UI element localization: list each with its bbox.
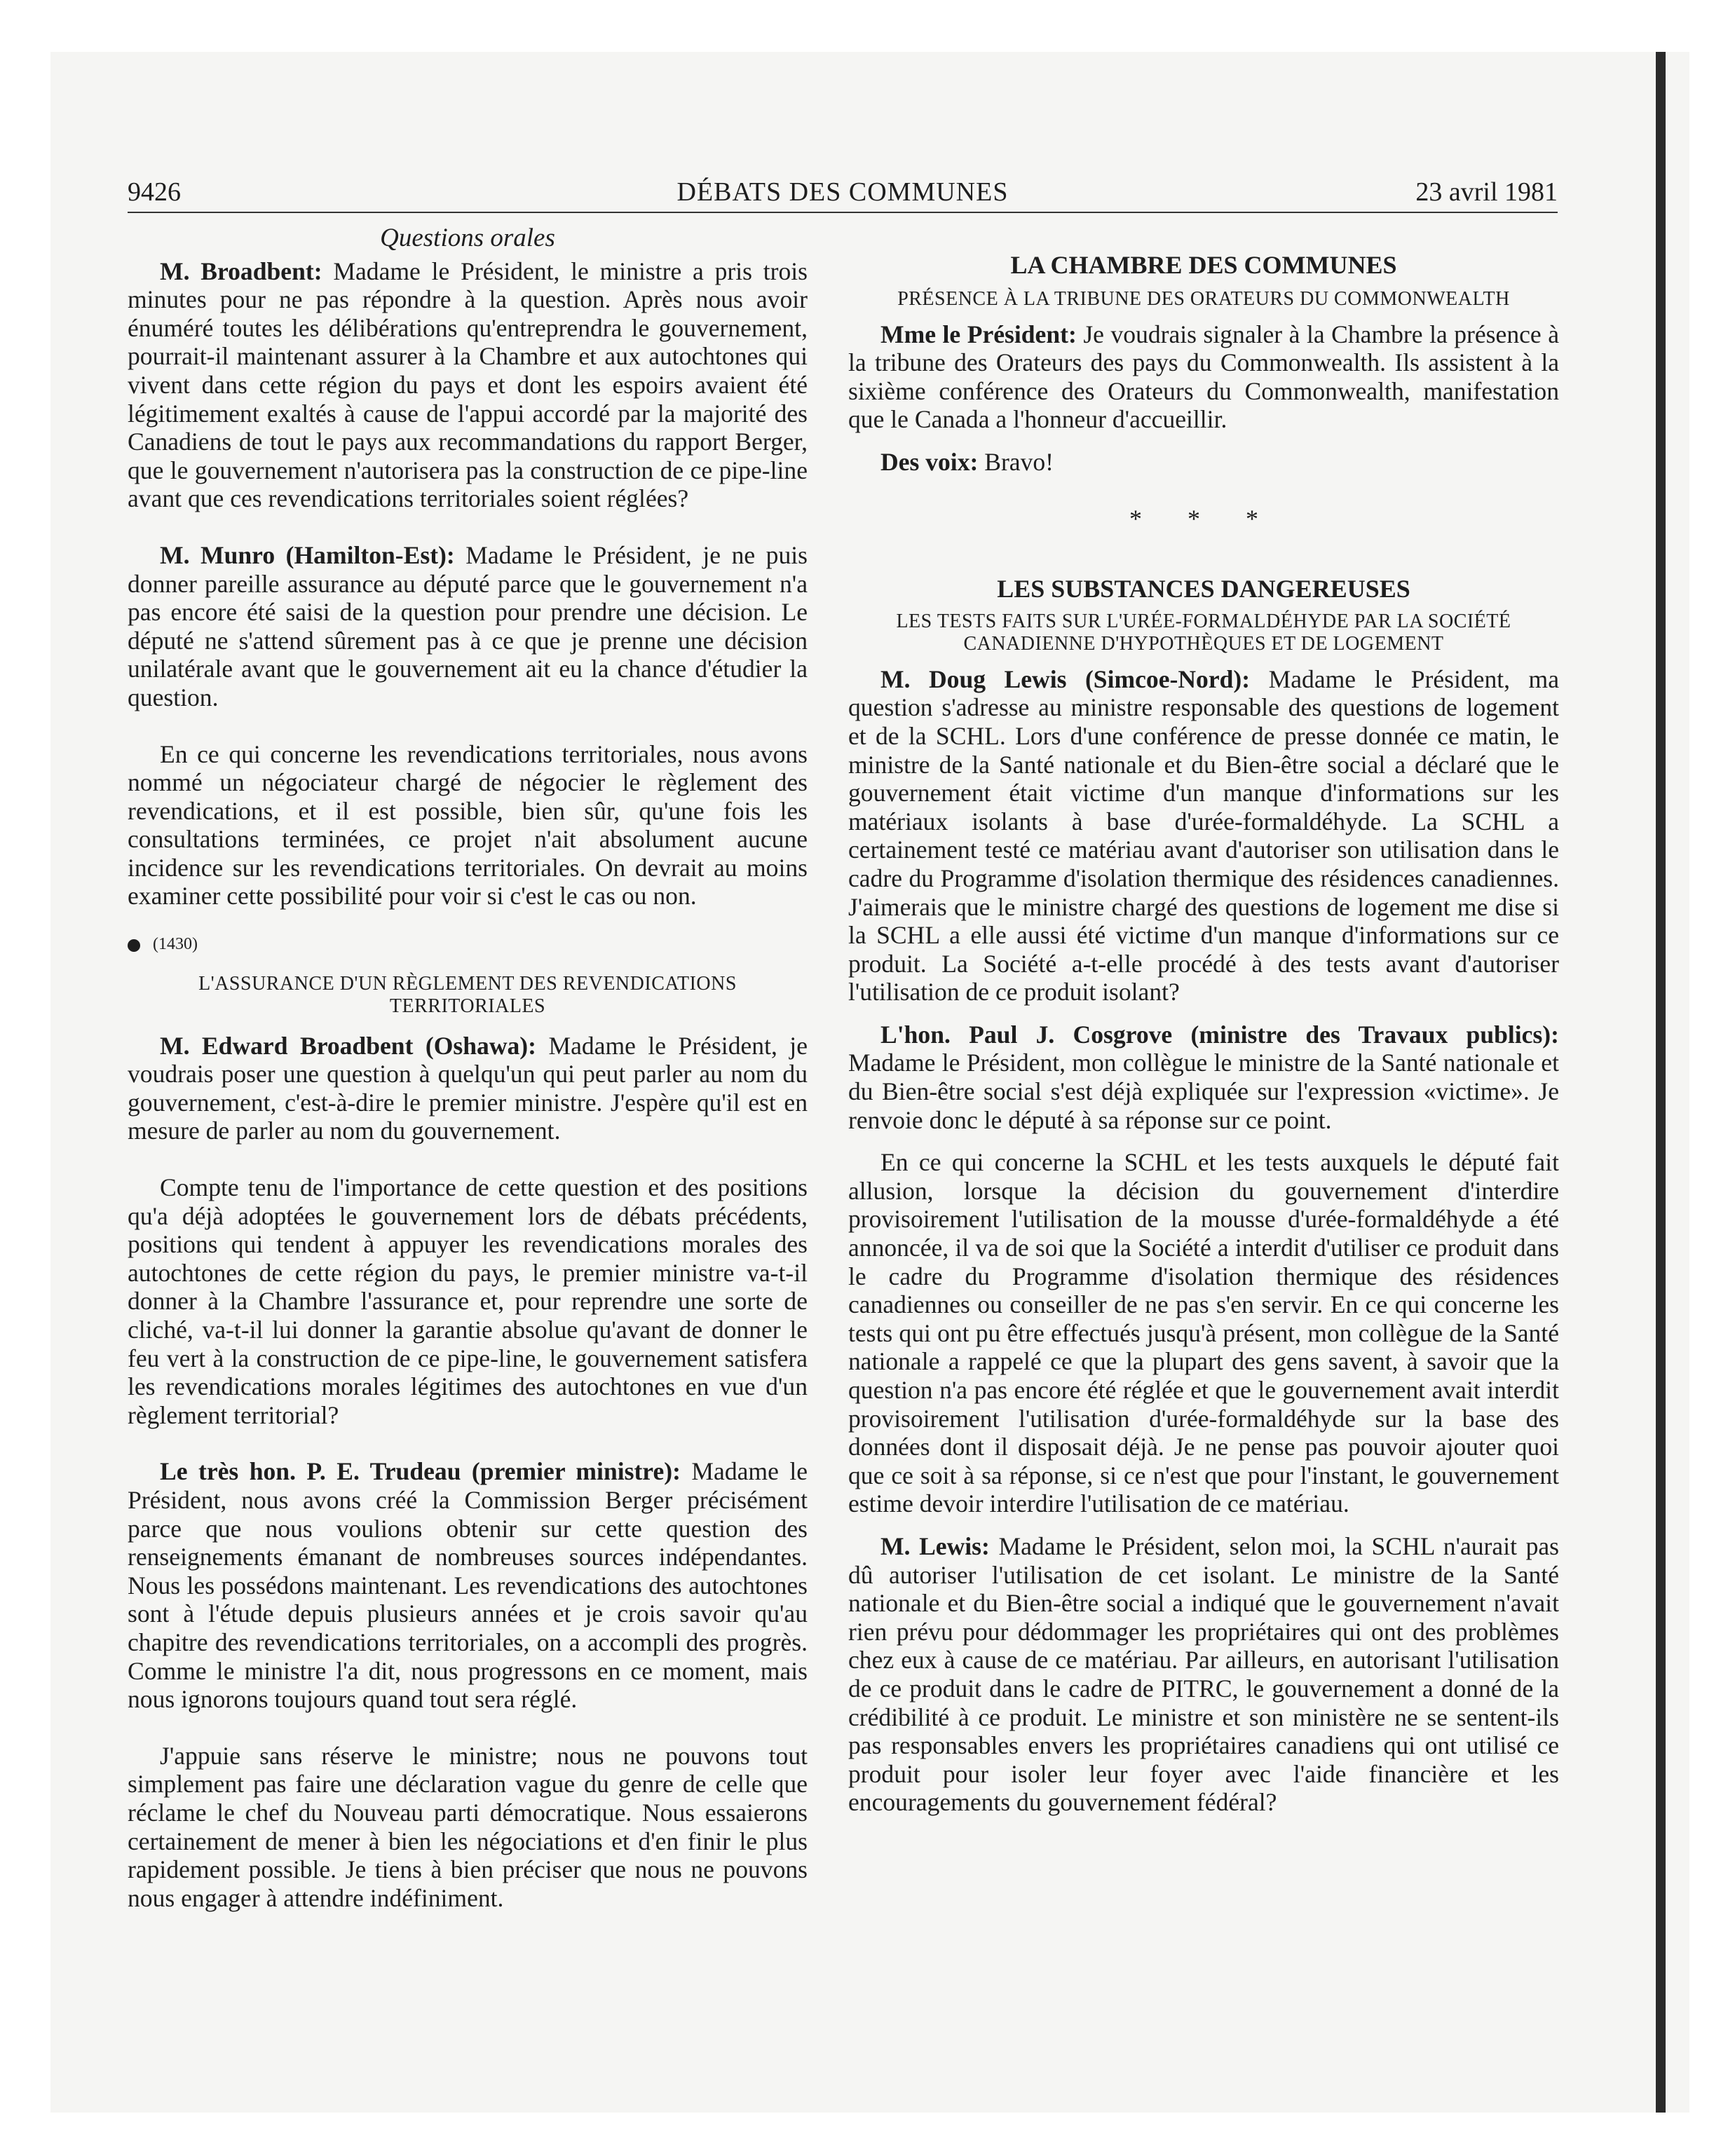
paragraph: J'appuie sans réserve le ministre; nous ne pouvons tout simplement pas faire une déclaration vague du genre de celle que réclame le chef du Nouveau parti démocratique. Nous essaierons certainement de mener à bien les négociations et d'en finir le plus rapidement possible. Je tiens à bien préciser que nous ne pouvons nous engager à attendre indéfiniment. <box>128 1741 808 1912</box>
paragraph <box>128 257 808 513</box>
speaker-name: M. Broadbent: <box>160 257 322 285</box>
speech-text: Madame le Président, mon collègue le ministre de la Santé nationale et du Bien-être social s'est déjà expliquée sur l'expression «victime». Je renvoie donc le député à sa réponse sur ce point. <box>848 1049 1559 1134</box>
section-heading: LES SUBSTANCES DANGEREUSES <box>997 575 1410 603</box>
publication-title: DÉBATS DES COMMUNES <box>676 177 1009 207</box>
section-separator: * * * <box>1129 504 1278 533</box>
paragraph <box>128 541 808 712</box>
speech-text: Madame le Président, selon moi, la SCHL n'aurait pas dû autoriser l'utilisation de cet isolant. Le ministre de la Santé nationale et du Bien-être social a indiqué que le gouvernement n'avait rien prévu pour dédommager les propriétaires qui ont des problèmes chez eux à cause de ce matériau. Par ailleurs, en autorisant l'utilisation de ce produit dans le cadre de PITRC, le gouvernement a donné de la crédibilité à ce produit. Le ministre et son ministère ne se sentent-ils pas responsables envers les propriétaires canadiens qui ont utilisé ce produit pour isoler leur foyer avec l'aide financière et les encouragements du gouvernement fédéral? <box>848 1531 1559 1817</box>
subheading: LES TESTS FAITS SUR L'URÉE-FORMALDÉHYDE PAR LA SOCIÉTÉ CANADIENNE D'HYPOTHÈQUES ET DE LOGEMENT <box>896 610 1511 655</box>
subheading: PRÉSENCE À LA TRIBUNE DES ORATEURS DU COMMONWEALTH <box>897 287 1510 310</box>
paragraph: En ce qui concerne les revendications territoriales, nous avons nommé un négociateur chargé de négocier le règlement des revendications, et il est possible, bien sûr, qu'une fois les consultations terminées, ce projet n'ait absolument aucune incidence sur les revendications territoriales. On devrait au moins examiner cette possibilité pour voir si c'est le cas ou non. <box>128 739 808 910</box>
speech-text: Madame le Président, ma question s'adresse au ministre responsable des questions de logement et de la SCHL. Lors d'une conférence de presse donnée ce matin, le ministre de la Santé nationale et du Bien-être social a déclaré que le gouvernement était victime d'un manque d'informations sur les matériaux isolants à base d'urée-formaldéhyde. La SCHL a certainement testé ce matériau avant d'autoriser son utilisation dans le cadre du Programme d'isolation thermique des résidences canadiennes. J'aimerais que le ministre chargé des questions de logement me dise si la SCHL a elle aussi été victime d'un manque d'informations sur ce produit. La Société a-t-elle procédé à des tests avant d'autoriser l'utilisation de ce produit isolant? <box>848 664 1560 1007</box>
publication-date: 23 avril 1981 <box>1415 177 1558 207</box>
speaker-name: M. Edward Broadbent (Oshawa): <box>160 1031 537 1060</box>
paragraph <box>848 448 1559 477</box>
paragraph: Compte tenu de l'importance de cette question et des positions qu'a déjà adoptées le gouvernement lors de débats précédents, positions qui tendent à appuyer les revendications morales des autochtones de cette région du pays, le premier ministre va-t-il donner à la Chambre l'assurance et, pour reprendre une sorte de cliché, va-t-il lui donner la garantie absolue qu'avant de donner le feu vert à la construction de ce pipe-line, le gouvernement satisfera les revendications morales légitimes des autochtones en vue d'un règlement territorial? <box>128 1173 808 1429</box>
section-heading: LA CHAMBRE DES COMMUNES <box>1010 251 1397 279</box>
left-column <box>128 223 808 1912</box>
page-header <box>128 168 1558 213</box>
paragraph <box>848 1532 1559 1817</box>
section-title: Questions orales <box>380 224 555 252</box>
speech-text: Madame le Président, nous avons créé la Commission Berger précisément parce que nous voulions obtenir sur cette question des renseignements émanant de nombreuses sources indépendantes. Nous les possédons maintenant. Les revendications des autochtones sont à l'étude depuis plusieurs années et je crois savoir qu'au chapitre des revendications territoriales, on a accompli des progrès. Comme le ministre l'a dit, nous progressons en ce moment, mais nous ignorons toujours quand tout sera réglé. <box>128 1457 808 1714</box>
speaker-name: Des voix: <box>880 447 979 476</box>
speaker-name: Le très hon. P. E. Trudeau (premier ministre): <box>160 1457 681 1486</box>
right-column <box>848 223 1559 1817</box>
speech-text: Madame le Président, le ministre a pris trois minutes pour ne pas répondre à la question. Après nous avoir énuméré toutes les délibérations qu'entreprendra le gouvernement, pourrait-il maintenant assurer à la Chambre et aux autochtones qui vivent dans cette région du pays et dont les espoirs avaient été légitimement exaltés à cause de l'appui accordé par la majorité des Canadiens de tout le pays aux recommandations du rapport Berger, que le gouvernement n'autorisera pas la construction de ce pipe-line avant que ces revendications territoriales soient réglées? <box>128 257 808 513</box>
time-marker-label: (1430) <box>153 935 198 954</box>
speaker-name: M. Lewis: <box>880 1531 990 1560</box>
speaker-name: M. Doug Lewis (Simcoe-Nord): <box>880 664 1251 693</box>
speaker-name: M. Munro (Hamilton-Est): <box>160 540 455 569</box>
scan-edge-bar <box>1656 52 1666 2113</box>
page-number: 9426 <box>128 177 181 207</box>
paragraph: En ce qui concerne la SCHL et les tests auxquels le député fait allusion, lorsque la décision du gouvernement d'interdire provisoirement l'utilisation de la mousse d'urée-formaldéhyde a été annoncée, il va de soi que la Société a interdit d'utiliser ce produit dans le cadre du Programme d'isolation thermique des résidences canadiennes ou conseiller de ne pas s'en servir. En ce qui concerne les tests qui ont pu être effectués jusqu'à présent, mon collègue de la Santé nationale a rappelé ce que la plupart des gens savent, à savoir que la question n'a pas encore été réglée et que le gouvernement avait interdit provisoirement l'utilisation d'urée-formaldéhyde sur la base des données dont il disposait déjà. Je ne pense pas pouvoir ajouter quoi que ce soit à sa réponse, si ce n'est que pour l'instant, le gouvernement estime devoir interdire l'utilisation de ce matériau. <box>848 1148 1559 1518</box>
paragraph <box>128 1032 808 1145</box>
speaker-name: Mme le Président: <box>880 320 1077 348</box>
paragraph <box>848 665 1559 1007</box>
speech-text: Madame le Président, je voudrais poser une question à quelqu'un qui peut parler au nom du gouvernement, c'est-à-dire le premier ministre. J'espère qu'il est en mesure de parler au nom du gouvernement. <box>128 1031 808 1145</box>
paragraph <box>128 1457 808 1713</box>
bullet-icon <box>128 939 140 952</box>
speech-text: Madame le Président, je ne puis donner pareille assurance au député parce que le gouvernement n'a pas encore été saisi de la question pour prendre une décision. Le député ne s'attend sûrement pas à ce que je prenne une décision unilatérale avant que le gouvernement ait eu la chance d'étudier la question. <box>128 540 808 711</box>
speech-text: Je voudrais signaler à la Chambre la présence à la tribune des Orateurs des pays du Commonwealth. Ils assistent à la sixième conférence des Orateurs du Commonwealth, manifestation que le Canada a l'honneur d'accueillir. <box>848 320 1559 434</box>
paragraph <box>848 1021 1559 1134</box>
speaker-name: L'hon. Paul J. Cosgrove (ministre des Travaux publics): <box>880 1020 1559 1049</box>
paragraph <box>848 320 1559 434</box>
time-marker <box>128 930 808 959</box>
subheading: L'ASSURANCE D'UN RÈGLEMENT DES REVENDICATIONS TERRITORIALES <box>198 972 737 1017</box>
speech-text: Bravo! <box>978 447 1054 476</box>
